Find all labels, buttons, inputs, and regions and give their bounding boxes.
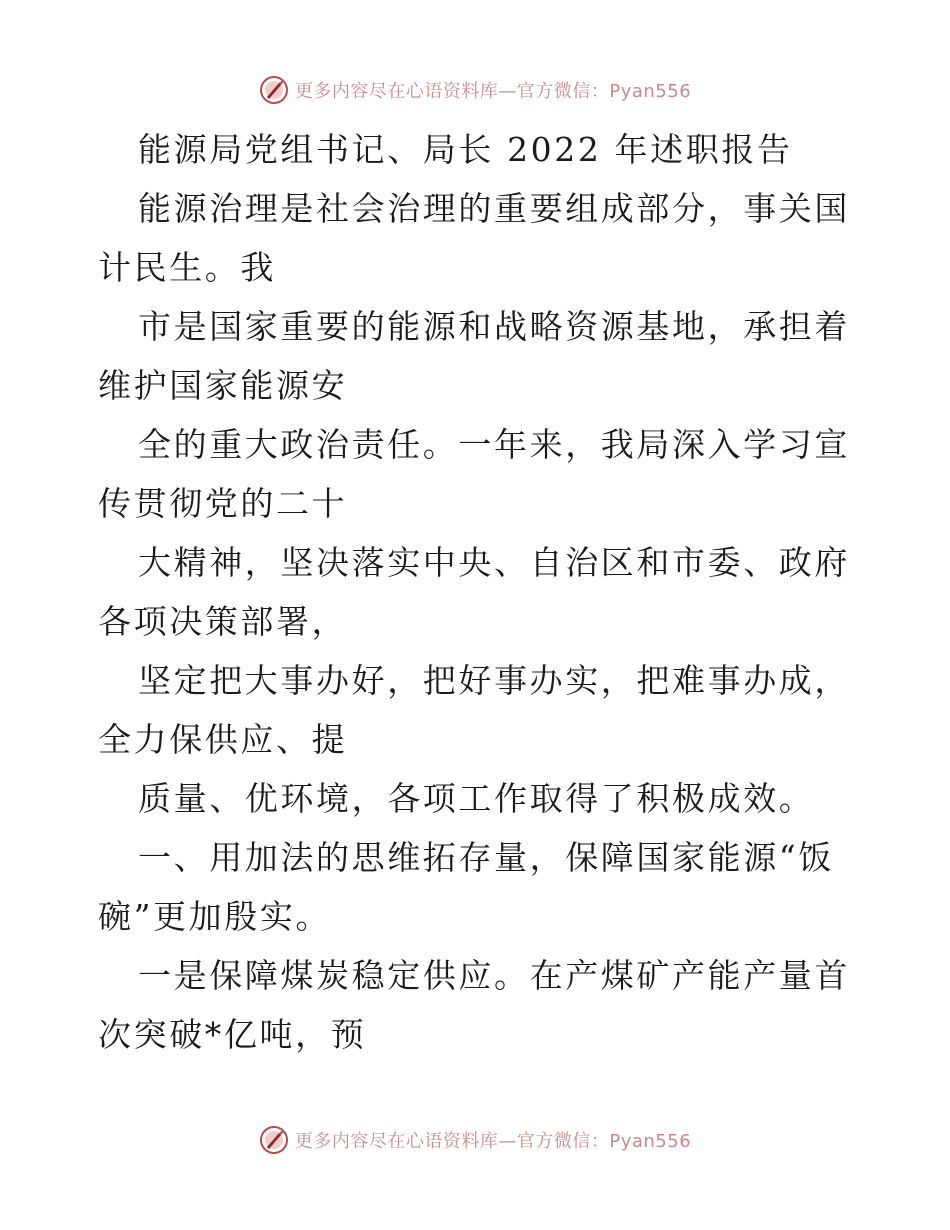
paragraph: 坚定把大事办好，把好事办实，把难事办成，全力保供应、提 [98, 661, 850, 759]
paragraph: 市是国家重要的能源和战略资源基地，承担着维护国家能源安 [98, 307, 850, 405]
document-body [98, 120, 858, 1064]
footer-watermark [0, 1122, 950, 1158]
header-watermark [0, 72, 950, 108]
watermark-text: 更多内容尽在心语资料库—官方微信：Pyan556 [294, 1131, 692, 1152]
paragraph: 全的重大政治责任。一年来，我局深入学习宣传贯彻党的二十 [98, 425, 850, 523]
section-heading: 一、用加法的思维拓存量，保障国家能源“饭碗”更加殷实。 [98, 838, 834, 936]
quill-seal-icon [259, 75, 289, 105]
watermark-text: 更多内容尽在心语资料库—官方微信：Pyan556 [294, 81, 692, 102]
paragraph: 质量、优环境，各项工作取得了积极成效。 [138, 779, 815, 818]
paragraph: 大精神，坚决落实中央、自治区和市委、政府各项决策部署， [98, 543, 850, 641]
paragraph: 能源治理是社会治理的重要组成部分，事关国计民生。我 [98, 189, 850, 287]
quill-seal-icon [259, 1125, 289, 1155]
paragraph: 一是保障煤炭稳定供应。在产煤矿产能产量首次突破*亿吨，预 [98, 956, 850, 1054]
document-title: 能源局党组书记、局长 2022 年述职报告 [138, 130, 793, 169]
